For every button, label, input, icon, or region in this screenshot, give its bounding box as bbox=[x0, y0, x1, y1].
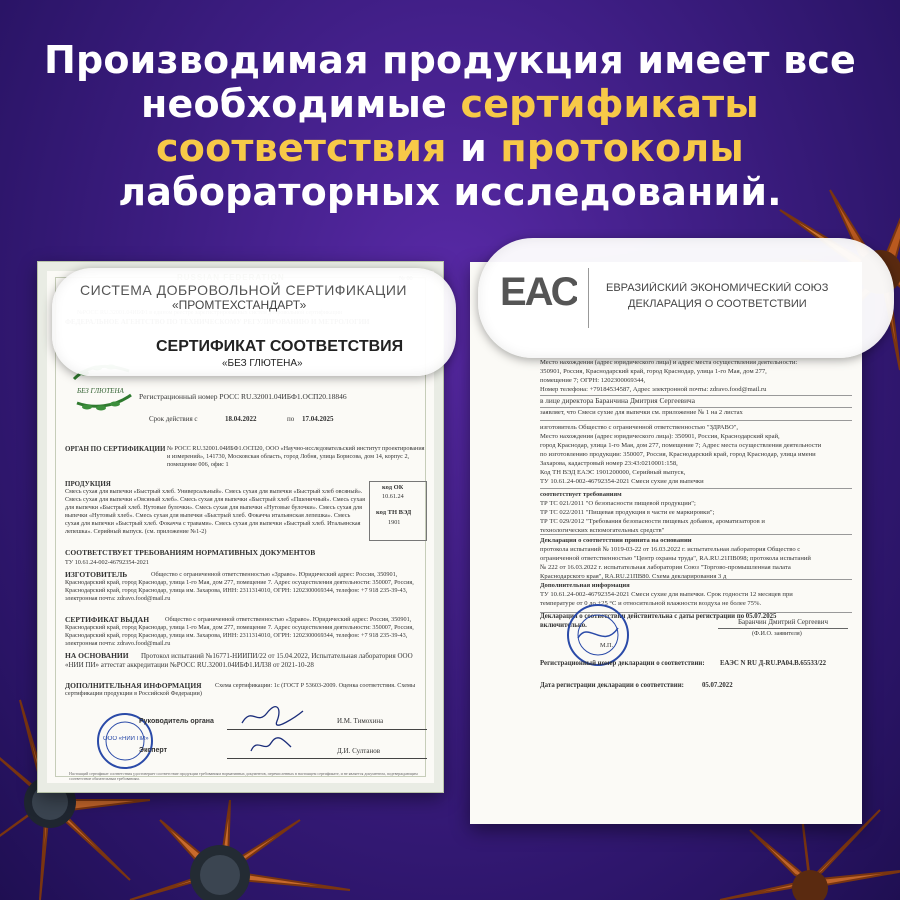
declaration-title: ДЕКЛАРАЦИЯ О СООТВЕТСТВИИ bbox=[628, 298, 807, 310]
product-label: ПРОДУКЦИЯ bbox=[65, 480, 111, 488]
code-tn-label: код ТН ВЭД bbox=[376, 509, 412, 516]
validity-to-label: по bbox=[287, 415, 295, 423]
declaration-maker-block bbox=[540, 420, 852, 486]
decl-line: 350901, Россия, Краснодарский край, город Краснодар, улица 1-го Мая, дом 277, bbox=[540, 368, 767, 375]
decl-basis-line: ограниченной ответственностью "Центр охраны труда", RA.RU.21ПВ098; протокола испытаний bbox=[540, 555, 811, 562]
decl-req-label: соответствует требованиям bbox=[540, 491, 622, 498]
extra-label: ДОПОЛНИТЕЛЬНАЯ ИНФОРМАЦИЯ bbox=[65, 682, 202, 690]
extra-text: Схема сертификации: 1с (ГОСТ Р 53603-2009. Оценка соответствия. Схемы сертификации продукции в Российской Федерации) bbox=[65, 682, 416, 697]
decl-basis-line: № 222 от 16.03.2022 г. испытательная лаборатория Союз "Торгово-промышленная палата bbox=[540, 564, 791, 571]
issued-text: Общество с ограниченной ответственностью «Здраво». Юридический адрес: Россия, 350901, Краснодарский край, город Краснодар, улица 1-го Мая, дом 277, помещение 7. Адрес осуществления деятельности: 350007, Россия, Краснодарский край, город Краснодар, улица им. Захарова, ИНН: 2311314010, ОГРН: 1202300069344, телефон: +7 918 235-39-43, электронная почта: zdravo.food@mail.ru bbox=[65, 616, 414, 647]
decl-line: Номер телефона: +79184534587, Адрес электронной почты: zdravo.food@mail.ru bbox=[540, 386, 767, 393]
declaration-signer: Баранчин Дмитрий Сергеевич bbox=[738, 618, 829, 626]
declaration-lines-top bbox=[540, 358, 852, 417]
decl-maker-line: изготовитель Общество с ограниченной ответственностью "ЗДРАВО", bbox=[540, 424, 739, 431]
headline-part1: Производимая продукция имеет все необходимые bbox=[43, 38, 857, 126]
declaration-valid-text: Декларация о соответствии действительна с даты регистрации по 05.07.2025 bbox=[540, 612, 852, 621]
expert-label: Эксперт bbox=[139, 747, 168, 754]
code-ok: 10.61.24 bbox=[382, 493, 404, 500]
declaration-stamp-caption: М.П. bbox=[600, 642, 614, 649]
certificate-system-name: СИСТЕМА ДОБРОВОЛЬНОЙ СЕРТИФИКАЦИИ bbox=[80, 282, 407, 298]
decl-maker-line: Место нахождения (адрес юридического лица): 350901, Россия, Краснодарский край, bbox=[540, 433, 780, 440]
validity-from: 18.04.2022 bbox=[225, 415, 257, 423]
headline-part3: лабораторных исследований. bbox=[118, 170, 782, 214]
certificate-system-brand: «ПРОМТЕХСТАНДАРТ» bbox=[172, 298, 307, 312]
decl-maker-line: по изготовлению продукции: 350007, Россия, Краснодарский край, город Краснодар, улица имени bbox=[540, 451, 816, 458]
code-ok-label: код ОК bbox=[382, 484, 404, 491]
gluten-free-logo-text: БЕЗ ГЛЮТЕНА bbox=[77, 387, 124, 395]
certificate-title: СЕРТИФИКАТ СООТВЕТСТВИЯ bbox=[156, 338, 404, 355]
declaration-reg-label: Регистрационный номер декларации о соответствии: bbox=[540, 660, 705, 667]
headline-highlight-certificates: сертификаты соответствия bbox=[156, 82, 759, 170]
conform-text: ТУ 10.61.24-002-46792354-2021 bbox=[65, 559, 149, 566]
certificate-magnifier-callout bbox=[52, 268, 456, 376]
product-text: Смесь сухая для выпечки «Быстрый хлеб. Универсальный». Смесь сухая для выпечки «Быстрый хлеб овсяный». Смесь сухая для выпечки «Овсяный хлеб». Смесь сухая для выпечки «Быстрый хлеб «Пшеничный». Смесь сухая для выпечки «Быстрый хлеб. Нутовые булочки». Смесь сухая для выпечки «Нутовые булочки». Смесь сухая для выпечки «Нутовый хлеб». Смесь сухая для выпечки «Быстрый хлеб. Фокачча итальянская лепешка». Смесь сухая для выпечки «Быстрый хлеб. Фокачча с травами». Смесь сухая для выпечки «Быстрый хлеб. Итальянская лепешка». Серийный выпуск. (см. приложение №1-2) bbox=[65, 488, 365, 535]
head-label: Руководитель органа bbox=[139, 718, 214, 725]
declaration-date: 05.07.2022 bbox=[702, 682, 733, 689]
certificate-stamp-text: ООО «НИИ ПИ» bbox=[103, 736, 149, 742]
validity-from-label: Срок действия с bbox=[149, 415, 198, 423]
decl-maker-line: Захарова, кадастровый номер 23:43:0210001:158, bbox=[540, 460, 678, 467]
decl-req-line: ТР ТС 022/2011 "Пищевая продукция в части ее маркировки"; bbox=[540, 509, 715, 516]
maker-text: Общество с ограниченной ответственностью «Здраво». Юридический адрес: Россия, 350901, Краснодарский край, город Краснодар, улица 1-го Мая, дом 277, помещение 7. Адрес осуществления деятельности: 350007, Россия, Краснодарский край, город Краснодар, улица им. Захарова, ИНН: 2311314010, ОГРН: 1202300069344, телефон: +7 918 235-39-43, электронная почта: zdravo.food@mail.ru bbox=[65, 571, 414, 602]
decl-line: в лице директора Баранчина Дмитрия Сергеевича bbox=[540, 395, 852, 405]
basis-text: Протокол испытаний №16771-НИИПИ/22 от 15.04.2022, Испытательная лаборатория ООО «НИИ ПИ» аттестат аккредитации №РОСС RU.32001.04ИБФ1.ИЛ38 от 2021-10-28 bbox=[65, 652, 413, 669]
head-signature-line bbox=[227, 729, 427, 730]
eac-mark: ЕАС bbox=[500, 270, 578, 314]
declaration-date-label: Дата регистрации декларации о соответствии: bbox=[540, 682, 684, 689]
declaration-signer-line bbox=[718, 628, 848, 629]
decl-req-line: ТР ТС 029/2012 "Требования безопасности пищевых добавок, ароматизаторов и bbox=[540, 518, 765, 525]
decl-line: Место нахождения (адрес юридического лица) и адрес места осуществления деятельности: bbox=[540, 359, 798, 366]
decl-extra-line: температуре от 0 до +25 °С и относительной влажности воздуха не более 75%. bbox=[540, 600, 762, 607]
certificate-reg-number: Регистрационный номер РОСС RU.32001.04ИБФ1.ОСП20.18846 bbox=[139, 393, 347, 401]
head-signature bbox=[237, 701, 307, 731]
head-name: И.М. Тимохина bbox=[337, 717, 384, 725]
decl-extra-line: ТУ 10.61.24-002-46792354-2021 Смеси сухие для выпечки. Срок годности 12 месяцев при bbox=[540, 591, 793, 598]
declaration-basis-block bbox=[540, 534, 852, 581]
certificate-footer-note: Настоящий сертификат соответствия удостоверяет соответствие продукции требованиям нормативных документов, перечисленных в настоящем сертификате, и не является документом, подтверждающим соответствие обязательным требованиям. bbox=[69, 771, 418, 781]
expert-signature-line bbox=[227, 758, 427, 759]
decl-req-line: технологических вспомогательных средств" bbox=[540, 527, 665, 534]
headline-highlight-protocols: протоколы bbox=[500, 126, 744, 170]
expert-signature bbox=[247, 733, 297, 757]
declaration-reg-number: ЕАЭС N RU Д-RU.PA04.B.65533/22 bbox=[720, 660, 827, 667]
eac-divider bbox=[588, 268, 589, 328]
declaration-valid-cont: включительно. bbox=[540, 622, 587, 629]
decl-extra-label: Дополнительная информация bbox=[540, 582, 630, 589]
maker-label: ИЗГОТОВИТЕЛЬ bbox=[65, 571, 128, 579]
organ-text: № РОСС RU.32001.04ИБФ1.ОСП20, ООО «Научно-исследовательский институт проектирования и измерений», 141730, Московская область, город Лобня, улица Борисова, дом 14, корпус 2, помещение 006, офис 1 bbox=[167, 445, 425, 468]
headline bbox=[30, 38, 870, 214]
conform-label: СООТВЕТСТВУЕТ ТРЕБОВАНИЯМ НОРМАТИВНЫХ ДОКУМЕНТОВ bbox=[65, 549, 316, 557]
certificate-subtitle: «БЕЗ ГЛЮТЕНА» bbox=[222, 358, 303, 369]
basis-label: НА ОСНОВАНИИ bbox=[65, 652, 129, 660]
decl-line: помещение 7; ОГРН: 1202300069344, bbox=[540, 377, 646, 384]
expert-name: Д.И. Султанов bbox=[337, 747, 381, 755]
decl-basis-line: Краснодарского края", RA.RU.21ПВ80. Схема декларирования 3 д bbox=[540, 573, 727, 580]
validity-to: 17.04.2025 bbox=[302, 415, 334, 423]
decl-basis-label: Декларация о соответствии принята на основании bbox=[540, 537, 692, 544]
decl-maker-line: город Краснодар, улица 1-го Мая, дом 277, помещение 7; Адрес места осуществления деятельности bbox=[540, 442, 822, 449]
flower-decoration-bottom-center bbox=[120, 800, 360, 900]
decl-basis-line: протокола испытаний № 1019-03-22 от 16.03.2022 г. испытательная лаборатория Общество с bbox=[540, 546, 801, 553]
decl-maker-line: ТУ 10.61.24-002-46792354-2021 Смеси сухие для выпечки bbox=[540, 478, 704, 485]
declaration-magnifier-callout bbox=[478, 238, 894, 358]
declaration-req-block bbox=[540, 488, 852, 535]
decl-req-line: ТР ТС 021/2011 "О безопасности пищевой продукции"; bbox=[540, 500, 696, 507]
decl-line: заявляет, что Смеси сухие для выпечки см. приложение № 1 на 2 листах bbox=[540, 407, 852, 417]
codes-box bbox=[369, 481, 427, 541]
declaration-signer-caption: (Ф.И.О. заявителя) bbox=[752, 630, 802, 637]
issued-label: СЕРТИФИКАТ ВЫДАН bbox=[65, 616, 150, 624]
decl-maker-line: Код ТН ВЭД ЕАЭС 1901200000, Серийный выпуск, bbox=[540, 469, 686, 476]
declaration-union: ЕВРАЗИЙСКИЙ ЭКОНОМИЧЕСКИЙ СОЮЗ bbox=[606, 282, 829, 294]
headline-part2: и bbox=[446, 126, 501, 170]
organ-label: ОРГАН ПО СЕРТИФИКАЦИИ bbox=[65, 445, 166, 453]
code-tn: 1901 bbox=[388, 519, 401, 526]
